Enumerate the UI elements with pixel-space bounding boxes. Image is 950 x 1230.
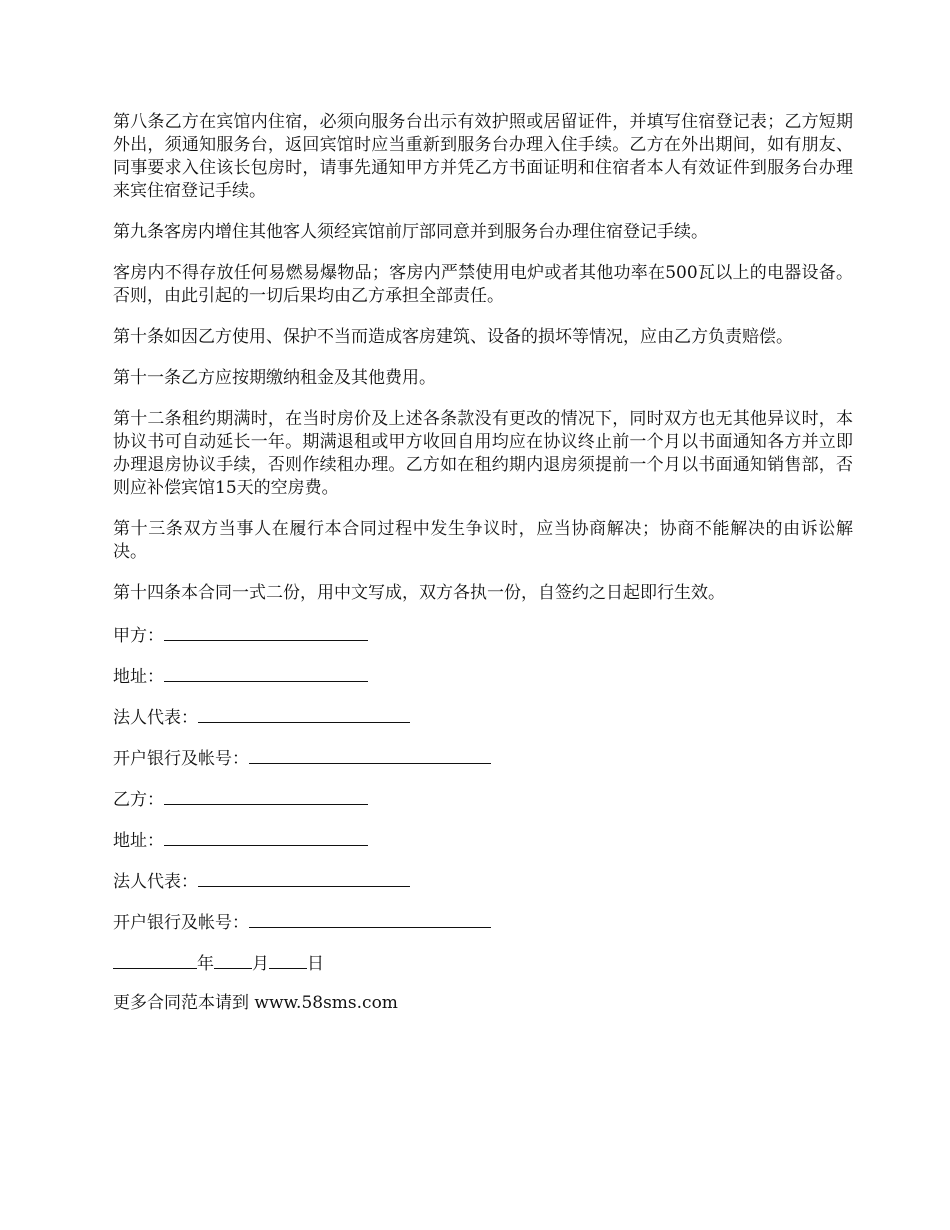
party-a-address-label: 地址： bbox=[113, 667, 164, 687]
party-b-name-field bbox=[113, 787, 853, 828]
party-b-legal-rep-blank[interactable] bbox=[198, 869, 410, 887]
party-a-bank-label: 开户银行及帐号： bbox=[113, 749, 249, 769]
party-a-address-field bbox=[113, 664, 853, 705]
day-blank[interactable] bbox=[269, 951, 307, 969]
party-a-address-blank[interactable] bbox=[164, 664, 368, 682]
party-b-address-label: 地址： bbox=[113, 831, 164, 851]
party-a-bank-blank[interactable] bbox=[249, 746, 491, 764]
party-a-legal-rep-field bbox=[113, 705, 853, 746]
party-a-name-field bbox=[113, 623, 853, 664]
party-a-bank-field bbox=[113, 746, 853, 787]
month-label: 月 bbox=[252, 954, 269, 974]
party-a-legal-rep-label: 法人代表： bbox=[113, 708, 198, 728]
party-b-legal-rep-label: 法人代表： bbox=[113, 872, 198, 892]
contract-page bbox=[113, 111, 853, 1015]
party-b-bank-label: 开户银行及帐号： bbox=[113, 913, 249, 933]
party-b-bank-field bbox=[113, 910, 853, 951]
clause-9: 第九条客房内增住其他客人须经宾馆前厅部同意并到服务台办理住宿登记手续。 bbox=[113, 222, 708, 242]
year-label: 年 bbox=[197, 954, 214, 974]
party-b-name-label: 乙方： bbox=[113, 790, 164, 810]
day-label: 日 bbox=[307, 954, 324, 974]
party-b-bank-blank[interactable] bbox=[249, 910, 491, 928]
clause-11: 第十一条乙方应按期缴纳租金及其他费用。 bbox=[113, 368, 436, 388]
party-a-name-blank[interactable] bbox=[164, 623, 368, 641]
clause-14: 第十四条本合同一式二份，用中文写成，双方各执一份，自签约之日起即行生效。 bbox=[113, 583, 725, 603]
party-b-address-field bbox=[113, 828, 853, 869]
party-b-name-blank[interactable] bbox=[164, 787, 368, 805]
party-a-name-label: 甲方： bbox=[113, 626, 164, 646]
footer-link-text: 更多合同范本请到 www.58sms.com bbox=[113, 993, 398, 1013]
clause-12: 第十二条租约期满时，在当时房价及上述各条款没有更改的情况下，同时双方也无其他异议时，本协议书可自动延长一年。期满退租或甲方收回自用均应在协议终止前一个月以书面通知各方并立即办理退房协议手续，否则作续租办理。乙方如在租约期内退房须提前一个月以书面通知销售部，否则应补偿宾馆15天的空房费。 bbox=[113, 409, 853, 498]
clause-hazard-items: 客房内不得存放任何易燃易爆物品；客房内严禁使用电炉或者其他功率在500瓦以上的电器设备。否则，由此引起的一切后果均由乙方承担全部责任。 bbox=[113, 263, 853, 306]
clause-10: 第十条如因乙方使用、保护不当而造成客房建筑、设备的损坏等情况，应由乙方负责赔偿。 bbox=[113, 327, 793, 347]
year-blank[interactable] bbox=[113, 951, 197, 969]
party-b-address-blank[interactable] bbox=[164, 828, 368, 846]
date-field bbox=[113, 951, 853, 992]
party-b-legal-rep-field bbox=[113, 869, 853, 910]
month-blank[interactable] bbox=[214, 951, 252, 969]
clause-8: 第八条乙方在宾馆内住宿，必须向服务台出示有效护照或居留证件，并填写住宿登记表；乙方短期外出，须通知服务台，返回宾馆时应当重新到服务台办理入住手续。乙方在外出期间，如有朋友、同事要求入住该长包房时，请事先通知甲方并凭乙方书面证明和住宿者本人有效证件到服务台办理来宾住宿登记手续。 bbox=[113, 112, 853, 201]
party-b-block bbox=[113, 787, 853, 951]
party-a-legal-rep-blank[interactable] bbox=[198, 705, 410, 723]
party-a-block bbox=[113, 623, 853, 787]
clause-13: 第十三条双方当事人在履行本合同过程中发生争议时，应当协商解决；协商不能解决的由诉讼解决。 bbox=[113, 519, 853, 562]
